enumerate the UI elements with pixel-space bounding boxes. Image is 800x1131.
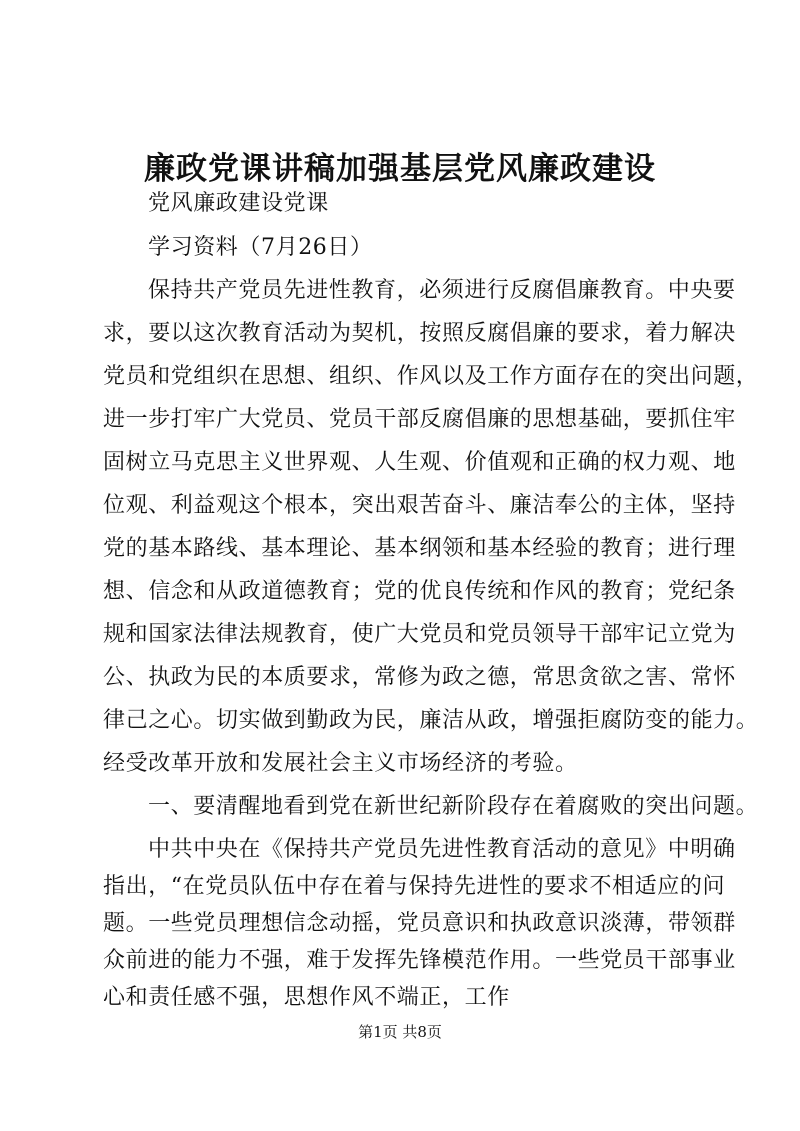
text-line: 党员和党组织在思想、组织、作风以及工作方面存在的突出问题， xyxy=(103,364,759,389)
text-line: 求，要以这次教育活动为契机，按照反腐倡廉的要求，着力解决 xyxy=(103,321,736,346)
text-line: 指出，“在党员队伍中存在着与保持先进性的要求不相适应的问 xyxy=(103,874,726,899)
text-line: 想、信念和从政道德教育；党的优良传统和作风的教育；党纪条 xyxy=(103,579,736,604)
text-line: 众前进的能力不强，难于发挥先锋模范作用。一些党员干部事业 xyxy=(103,948,736,973)
text-line: 党的基本路线、基本理论、基本纲领和基本经验的教育；进行理 xyxy=(103,536,736,561)
text-line-subtitle: 党风廉政建设党课 xyxy=(148,191,329,216)
text-line: 公、执政为民的本质要求，常修为政之德，常思贪欲之害、常怀 xyxy=(103,665,736,690)
page-number: 第1页 共8页 xyxy=(358,1023,442,1041)
text-line: 经受改革开放和发展社会主义市场经济的考验。 xyxy=(103,751,578,776)
text-line: 题。一些党员理想信念动摇，党员意识和执政意识淡薄，带领群 xyxy=(103,911,736,936)
text-line: 位观、利益观这个根本，突出艰苦奋斗、廉洁奉公的主体，坚持 xyxy=(103,493,736,518)
text-line-date: 学习资料（7月26日） xyxy=(148,235,373,260)
text-line: 中共中央在《保持共产党员先进性教育活动的意见》中明确 xyxy=(148,837,736,862)
text-line: 律己之心。切实做到勤政为民，廉洁从政，增强拒腐防变的能力。 xyxy=(103,708,759,733)
text-line: 心和责任感不强，思想作风不端正，工作 xyxy=(103,985,510,1010)
section-heading: 一、要清醒地看到党在新世纪新阶段存在着腐败的突出问题。 xyxy=(148,794,759,819)
text-line: 保持共产党员先进性教育，必须进行反腐倡廉教育。中央要 xyxy=(148,278,736,303)
text-line: 进一步打牢广大党员、党员干部反腐倡廉的思想基础，要抓住牢 xyxy=(103,407,736,432)
text-line: 规和国家法律法规教育，使广大党员和党员领导干部牢记立党为 xyxy=(103,622,736,647)
text-line: 固树立马克思主义世界观、人生观、价值观和正确的权力观、地 xyxy=(103,450,736,475)
document-title: 廉政党课讲稿加强基层党风廉政建设 xyxy=(144,151,656,187)
